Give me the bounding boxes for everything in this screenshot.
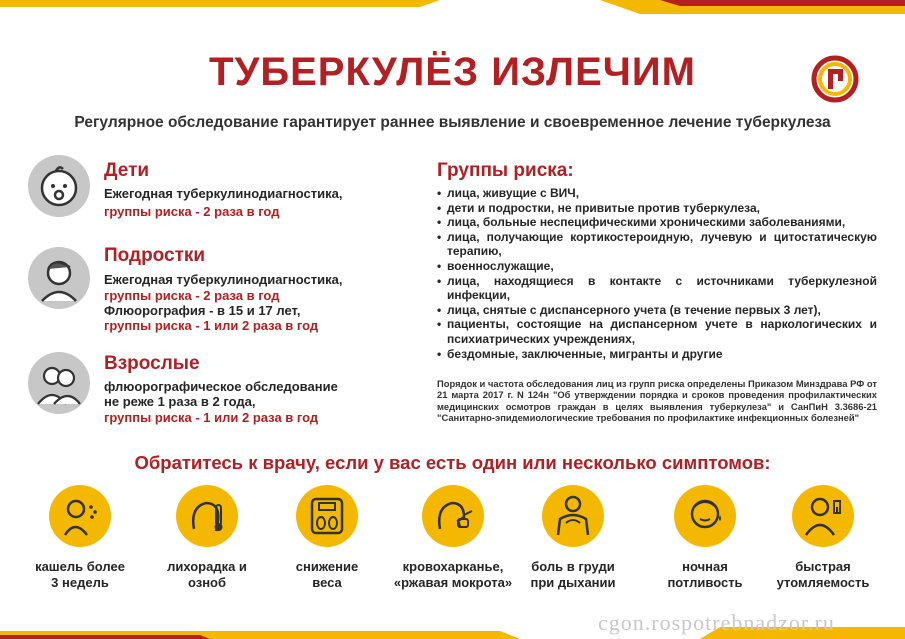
group-title-adults: Взрослые: [104, 353, 200, 374]
symptom-label: кровохарканье,: [402, 559, 504, 574]
list-item: • лица, снятые с диспансерного учета (в течение первых 3 лет),: [437, 303, 877, 318]
group-title-children: Дети: [104, 160, 150, 181]
list-item: • дети и подростки, не привитые против туберкулеза,: [437, 201, 877, 216]
fever-icon: [176, 485, 238, 547]
rospotrebnadzor-logo: [811, 55, 859, 103]
symptom-weight-loss: [262, 485, 392, 591]
symptom-label: утомляемость: [776, 575, 870, 590]
legal-note: Порядок и частота обследования лиц из групп риска определены Приказом Минздрава РФ от 21 марта 2017 г. N 124н "Об утверждении порядка и сроков проведения профилактических медицинских осмотров граждан в целях выявления туберкулеза" и СанПиН 3.3686-21 "Санитарно-эпидемиологические требования по профилактике инфекционных болезней": [437, 378, 877, 424]
symptom-label: 3 недель: [51, 575, 109, 590]
symptom-fatigue: [758, 485, 888, 591]
symptom-label: ночная: [682, 559, 728, 574]
group-line: группы риска - 1 или 2 раза в год: [104, 410, 319, 425]
list-item: • лица, больные неспецифическими хроническими заболеваниями,: [437, 215, 877, 230]
teen-icon: [28, 247, 90, 309]
symptom-label: быстрая: [795, 559, 851, 574]
top-stripes: [0, 0, 905, 30]
symptom-label: «ржавая мокрота»: [393, 575, 513, 590]
list-item: • лица, живущие с ВИЧ,: [437, 186, 877, 201]
group-line: Ежегодная туберкулинодиагностика,: [104, 272, 343, 287]
group-title-teens: Подростки: [104, 245, 206, 266]
group-line: Флюорография - в 15 и 17 лет,: [104, 303, 301, 318]
symptom-label: озноб: [187, 575, 227, 590]
page-subtitle: Регулярное обследование гарантирует раннее выявление и своевременное лечение туберкулеза: [74, 114, 831, 131]
list-item: • пациенты, состоящие на диспансерном учете в наркологических и психиатрических учреждениях,: [437, 317, 877, 346]
group-line: группы риска - 2 раза в год: [104, 288, 280, 303]
fatigue-icon: [792, 485, 854, 547]
scale-icon: [296, 485, 358, 547]
risk-groups-title: Группы риска:: [437, 160, 574, 181]
list-item: • военнослужащие,: [437, 259, 877, 274]
adults-icon: [28, 352, 90, 414]
symptom-label: потливость: [667, 575, 743, 590]
symptom-label: при дыхании: [530, 575, 616, 590]
list-item: • лица, находящиеся в контакте с источниками туберкулезной инфекции,: [437, 274, 877, 303]
symptom-cough: [15, 485, 145, 591]
symptom-label: боль в груди: [531, 559, 615, 574]
website-watermark: cgon.rospotrebnadzor.ru: [598, 610, 835, 635]
symptom-label: веса: [312, 575, 342, 590]
call-to-action: Обратитесь к врачу, если у вас есть один или несколько симптомов:: [134, 452, 771, 473]
group-line: не реже 1 раза в 2 года,: [104, 394, 256, 409]
page-title: ТУБЕРКУЛЁЗ ИЗЛЕЧИМ: [209, 50, 696, 94]
list-item: • лица, получающие кортикостероидную, лучевую и цитостатическую терапию,: [437, 230, 877, 259]
group-line: группы риска - 1 или 2 раза в год: [104, 318, 319, 333]
symptom-label: кашель более: [35, 559, 125, 574]
symptom-label: лихорадка и: [167, 559, 247, 574]
group-line: флюорографическое обследование: [104, 379, 338, 394]
night-sweat-icon: [674, 485, 736, 547]
list-item: • бездомные, заключенные, мигранты и другие: [437, 347, 877, 362]
group-line: группы риска - 2 раза в год: [104, 204, 280, 219]
symptom-hemoptysis: [388, 485, 518, 591]
risk-groups-list: [437, 186, 877, 361]
group-line: Ежегодная туберкулинодиагностика,: [104, 186, 343, 201]
symptom-label: снижение: [295, 559, 359, 574]
symptom-fever: [142, 485, 272, 591]
baby-icon: [28, 155, 90, 217]
chest-pain-icon: [542, 485, 604, 547]
cough-icon: [49, 485, 111, 547]
hemoptysis-icon: [422, 485, 484, 547]
symptom-chest-pain: [508, 485, 638, 591]
symptom-night-sweats: [640, 485, 770, 591]
